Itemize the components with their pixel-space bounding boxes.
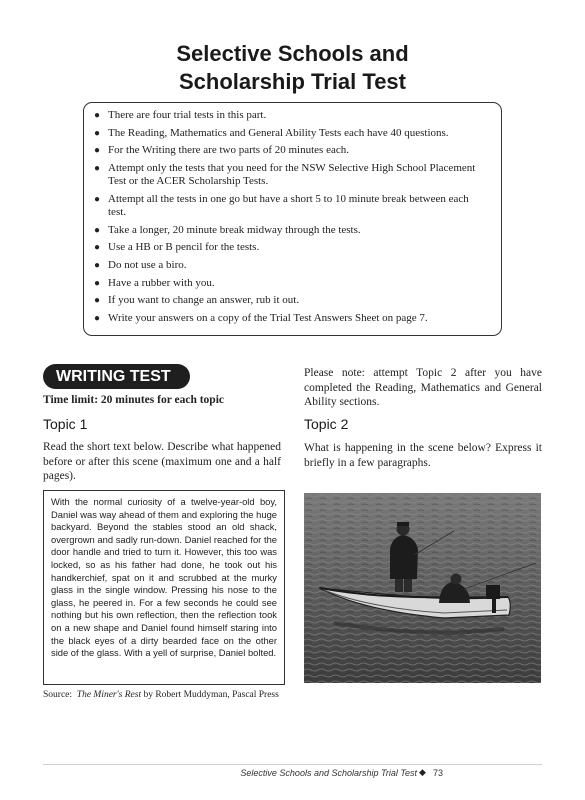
bullet-icon: ● xyxy=(94,312,101,324)
bullet-icon: ● xyxy=(94,277,101,289)
boat-photo xyxy=(304,493,541,683)
bullet-icon: ● xyxy=(94,193,101,205)
bullet-icon: ● xyxy=(94,162,101,174)
page-title xyxy=(0,40,585,96)
list-item: ● Do not use a biro. xyxy=(94,258,187,271)
list-item: ● For the Writing there are two parts of 20 minutes each. xyxy=(94,144,349,157)
list-item: ● Write your answers on a copy of the Trial Test Answers Sheet on page 7. xyxy=(94,311,428,324)
title-line-2: Scholarship Trial Test xyxy=(179,69,406,94)
bullet-icon: ● xyxy=(94,242,101,254)
list-item: ● Take a longer, 20 minute break midway through the tests. xyxy=(94,223,361,236)
time-limit: Time limit: 20 minutes for each topic xyxy=(43,394,224,406)
section-badge: WRITING TEST xyxy=(43,364,190,389)
bullet-icon: ● xyxy=(94,145,101,157)
excerpt-text: With the normal curiosity of a twelve-year-old boy, Daniel was way ahead of them and exploring the huge backyard. Beyond the stables stood an old shack, overgrown and sadly run-down. Daniel reached for the door handle and tried to turn it. However, this too was locked, so as his father had done, he took out his handkerchief, spat on it and scrubbed at the murky glass in the single window. Pressing his nose to the glass, he peered in. For a few seconds he could see nothing but his own reflection, then the reflection took on a new shape and Daniel found himself staring into the black eyes of a dirty bearded face on the other side of the glass. With a yell of surprise, Daniel bolted. xyxy=(51,496,277,659)
bullet-icon: ● xyxy=(94,110,101,121)
title-line-1: Selective Schools and xyxy=(176,41,409,66)
bullet-icon: ● xyxy=(94,259,101,271)
list-item: ● Attempt only the tests that you need for the NSW Selective High School Placement Test or the ACER Scholarship Tests. xyxy=(94,161,476,188)
topic2-note: Please note: attempt Topic 2 after you have completed the Reading, Mathematics and General Ability sections. xyxy=(304,367,542,408)
diamond-icon: ◆ xyxy=(419,767,426,777)
footer-text: Selective Schools and Scholarship Trial Test xyxy=(240,768,417,778)
footer-rule xyxy=(43,764,542,765)
source-book: The Miner's Rest xyxy=(76,690,142,700)
topic1-instructions: Read the short text below. Describe what happened before or after this scene (maximum one and a half pages). xyxy=(43,441,281,482)
page-number: 73 xyxy=(433,768,444,778)
list-item: ● Attempt all the tests in one go but have a short 5 to 10 minute break between each test. xyxy=(94,192,469,219)
boat-scene-image xyxy=(304,493,541,683)
bullet-icon: ● xyxy=(94,127,101,139)
list-item: ● There are four trial tests in this part. xyxy=(94,109,267,121)
excerpt-box xyxy=(43,490,285,685)
list-item: ● Use a HB or B pencil for the tests. xyxy=(94,241,260,254)
bullet-icon: ● xyxy=(94,224,101,236)
topic2-instructions: What is happening in the scene below? Express it briefly in a few paragraphs. xyxy=(304,442,542,469)
bullet-icon: ● xyxy=(94,295,101,307)
source-citation: Source: The Miner's Rest by Robert Muddyman, Pascal Press xyxy=(43,690,279,700)
instructions-list xyxy=(94,109,489,325)
topic1-heading: Topic 1 xyxy=(43,416,88,432)
instructions-box xyxy=(83,102,502,336)
list-item: ● Have a rubber with you. xyxy=(94,276,215,289)
list-item: ● The Reading, Mathematics and General Ability Tests each have 40 questions. xyxy=(94,126,449,139)
topic2-heading: Topic 2 xyxy=(304,416,349,432)
list-item: ● If you want to change an answer, rub it out. xyxy=(94,294,300,307)
